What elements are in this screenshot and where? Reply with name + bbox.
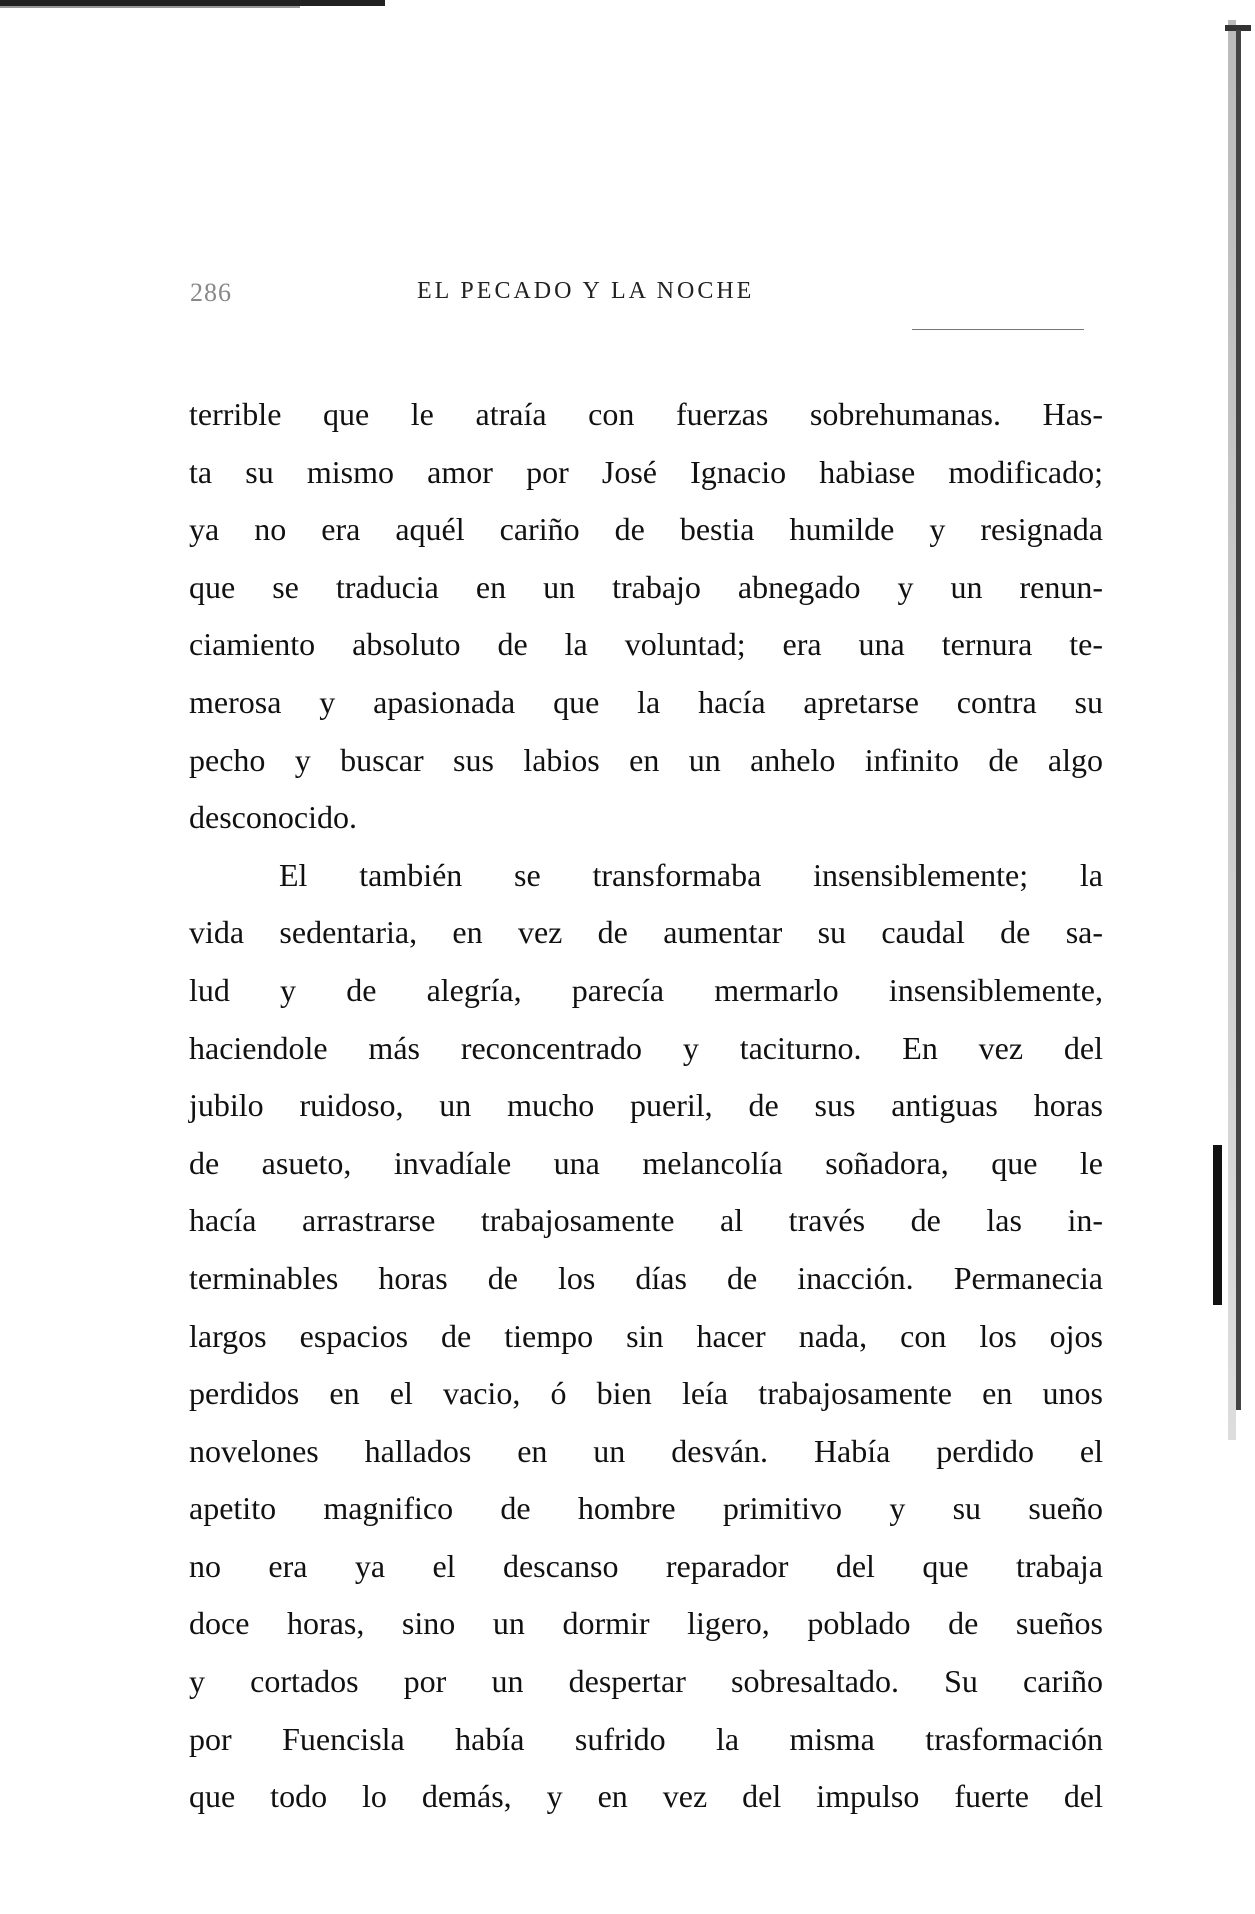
text-line: que se traducia en un trabajo abnegado y un renun- — [189, 568, 1103, 605]
text-line: pecho y buscar sus labios en un anhelo infinito de algo — [189, 741, 1103, 778]
text-line: El también se transformaba insensiblemente; la — [279, 856, 1103, 893]
text-line: desconocido. — [189, 799, 357, 836]
text-line: y cortados por un despertar sobresaltado. Su cariño — [189, 1663, 1103, 1700]
text-line: novelones hallados en un desván. Había perdido el — [189, 1432, 1103, 1469]
text-line: lud y de alegría, parecía mermarlo insensiblemente, — [189, 971, 1103, 1008]
text-line: ta su mismo amor por José Ignacio habiase modificado; — [189, 453, 1103, 490]
text-line: que todo lo demás, y en vez del impulso fuerte del — [189, 1778, 1103, 1815]
text-line: haciendole más reconcentrado y taciturno. En vez del — [189, 1029, 1103, 1066]
text-line: de asueto, invadíale una melancolía soñadora, que le — [189, 1144, 1103, 1181]
header-rule — [912, 329, 1084, 330]
scan-binding-mark — [1213, 1145, 1222, 1305]
scan-edge-top-shadow — [0, 6, 300, 8]
text-line: ciamiento absoluto de la voluntad; era una ternura te- — [189, 626, 1103, 663]
text-line: terrible que le atraía con fuerzas sobrehumanas. Has- — [189, 396, 1103, 432]
text-line: vida sedentaria, en vez de aumentar su caudal de sa- — [189, 914, 1103, 951]
paragraph — [189, 390, 1103, 851]
running-title: EL PECADO Y LA NOCHE — [417, 278, 755, 304]
paragraph — [189, 851, 1103, 1830]
text-line: por Fuencisla había sufrido la misma trasformación — [189, 1720, 1103, 1757]
text-line: terminables horas de los días de inacción. Permanecia — [189, 1259, 1103, 1296]
scan-edge-right-dark — [1236, 30, 1241, 1410]
text-line: largos espacios de tiempo sin hacer nada, con los ojos — [189, 1317, 1103, 1354]
text-line: ya no era aquél cariño de bestia humilde y resignada — [189, 511, 1103, 548]
text-line: no era ya el descanso reparador del que trabaja — [189, 1547, 1103, 1584]
body-text — [189, 390, 1103, 1830]
text-line: doce horas, sino un dormir ligero, poblado de sueños — [189, 1605, 1103, 1642]
page-number: 286 — [190, 278, 232, 307]
text-line: apetito magnifico de hombre primitivo y su sueño — [189, 1490, 1103, 1527]
scan-edge-right — [1228, 20, 1236, 1440]
text-line: merosa y apasionada que la hacía apretarse contra su — [189, 683, 1103, 720]
text-line: perdidos en el vacio, ó bien leía trabajosamente en unos — [189, 1375, 1103, 1412]
text-line: jubilo ruidoso, un mucho pueril, de sus antiguas horas — [189, 1087, 1103, 1124]
text-line: hacía arrastrarse trabajosamente al través de las in- — [189, 1202, 1103, 1239]
